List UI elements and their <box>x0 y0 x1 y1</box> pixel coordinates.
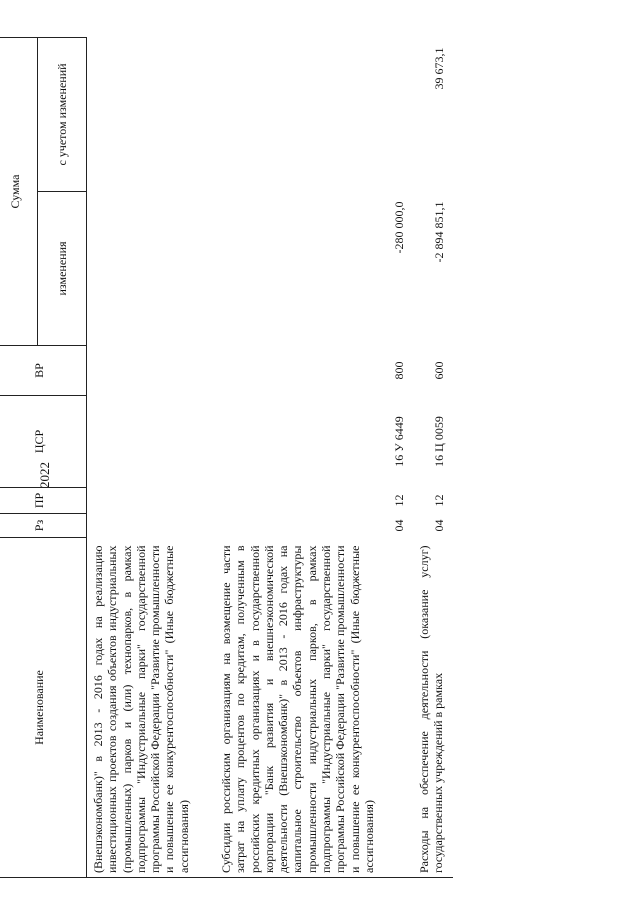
row-vr <box>87 346 216 396</box>
row-pr: 12 <box>392 494 406 507</box>
row-pr <box>87 488 216 514</box>
page-number: 2022 <box>37 462 52 488</box>
header-csr: ЦСР <box>0 396 87 488</box>
row-total <box>87 37 216 191</box>
header-sum-change: изменения <box>38 192 87 346</box>
row-pr: 12 <box>432 494 446 507</box>
table-row <box>413 37 453 877</box>
header-sum-total: с учетом изменений <box>38 37 87 191</box>
header-vr: ВР <box>0 346 87 396</box>
row-csr: 16 У 6449 <box>392 416 406 467</box>
row-vr: 800 <box>392 361 406 380</box>
row-name: (Внешэкономбанк)" в 2013 - 2016 годах на реализацию инвестиционных проектов создания объектов индустриальных (промышленных) парков и (или) технопарков, в рамках подпрограммы "Индустриальные парки" государственной программы Российской Федерации "Развитие промышленности и повышение ее конкурентоспособности" (Иные бюджетные ассигнования) <box>87 538 216 878</box>
row-total: 39 673,1 <box>432 47 446 90</box>
row-name: Субсидии российским организациям на возмещение части затрат на уплату процентов по кредитам, полученным в российских кредитных организациях и в государственной корпорации "Банк развития и внешнеэкономической деятельности (Внешэкономбанк)" в 2013 - 2016 годах на капитальное строительство объектов инфраструктуры промышленности индустриальных парков, в рамках подпрограммы "Индустриальные парки" государственной программы Российской Федерации "Развитие промышленности и повышение ее конкурентоспособности" (Иные бюджетные ассигнования) <box>215 538 413 878</box>
budget-table-rotated <box>0 38 552 878</box>
row-vr: 600 <box>432 361 446 380</box>
row-name: Расходы на обеспечение деятельности (оказание услуг) государственных учреждений в рамках <box>413 538 453 878</box>
row-rz <box>87 514 216 538</box>
header-sum: Сумма <box>0 37 38 345</box>
table-row <box>215 37 413 877</box>
header-pr: ПР <box>0 488 87 514</box>
row-rz: 04 <box>432 519 446 532</box>
row-change: -2 894 851,1 <box>432 201 446 263</box>
budget-table <box>0 37 453 878</box>
row-total <box>215 37 413 191</box>
header-name: Наименование <box>0 538 87 878</box>
row-rz: 04 <box>392 519 406 532</box>
table-row <box>87 37 216 877</box>
row-csr <box>87 396 216 488</box>
row-change <box>87 192 216 346</box>
header-rz: Рз <box>0 514 87 538</box>
row-change: -280 000,0 <box>392 201 406 254</box>
row-csr: 16 Ц 0059 <box>432 416 446 467</box>
